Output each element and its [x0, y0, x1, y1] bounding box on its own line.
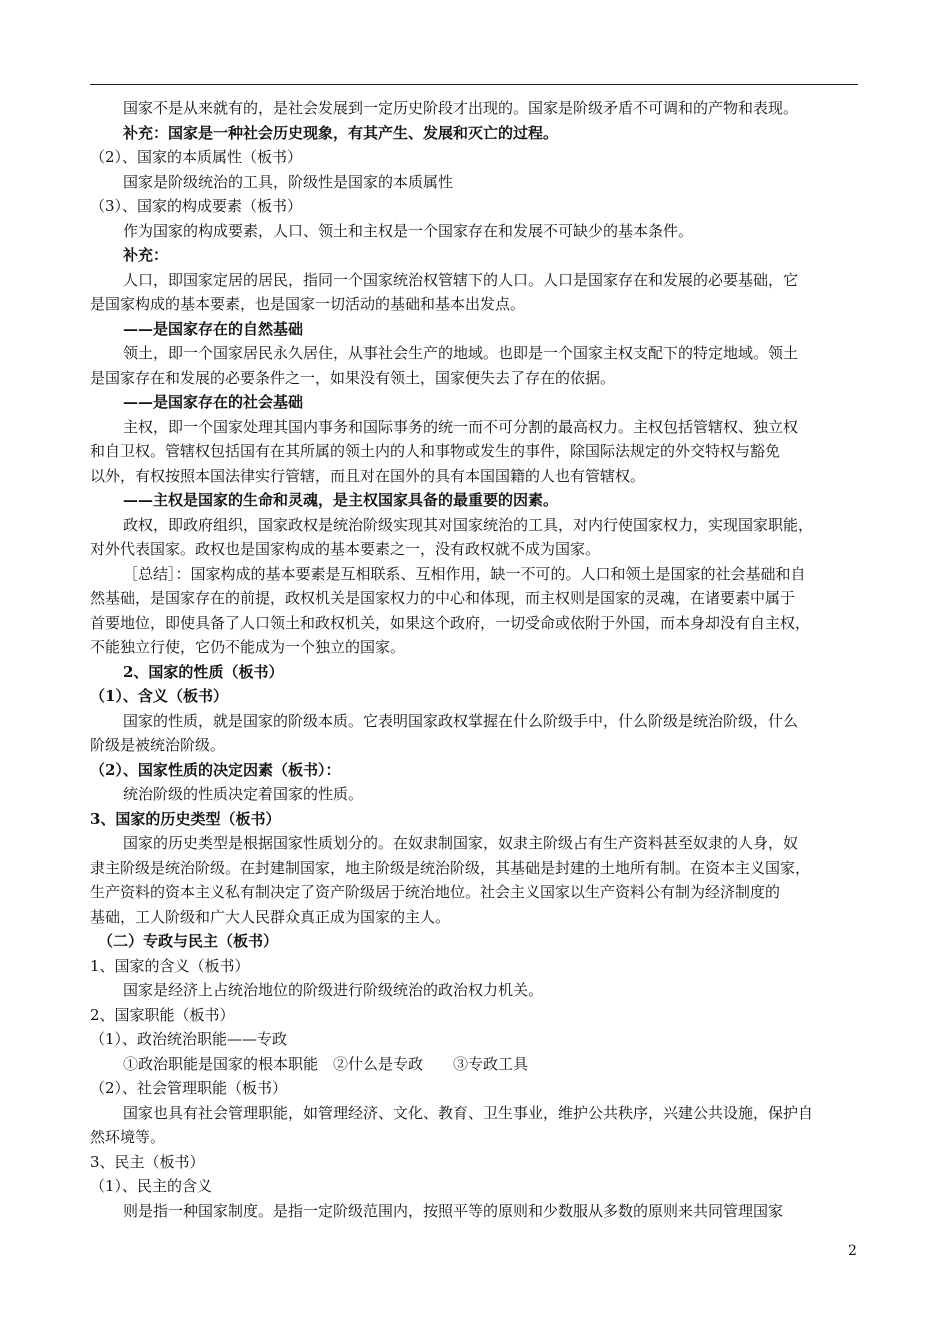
paragraph-line: 则是指一种国家制度。是指一定阶级范围内，按照平等的原则和少数服从多数的原则来共同管理国家 [123, 1201, 784, 1220]
supplement-line: 补充：国家是一种社会历史现象，有其产生、发展和灭亡的过程。 [123, 123, 559, 142]
paragraph-line: 作为国家的构成要素，人口、领土和主权是一个国家存在和发展不可缺少的基本条件。 [123, 221, 694, 240]
paragraph-line: 以外，有权按照本国法律实行管辖，而且对在国外的具有本国国籍的人也有管辖权。 [90, 466, 646, 485]
section-heading: 2、国家的性质（板书） [123, 662, 284, 681]
paragraph-line: 首要地位，即使具备了人口领土和政权机关，如果这个政府，一切受命或依附于外国，而本身却没有自主权， [90, 613, 811, 632]
document-body [90, 96, 860, 1223]
subsection-heading: （2）、国家的本质属性（板书） [90, 148, 303, 166]
paragraph-line: 阶级是被统治阶级。 [90, 736, 226, 754]
paragraph-line: 国家也具有社会管理职能，如管理经济、文化、教育、卫生事业，维护公共秩序，兴建公共设施，保护自 [123, 1103, 814, 1122]
subsection-heading: （2）、国家性质的决定因素（板书）： [90, 760, 341, 779]
subsection-heading: （1）、含义（板书） [90, 687, 228, 705]
paragraph-line: 隶主阶级是统治阶级。在封建制国家，地主阶级是统治阶级，其基础是封建的土地所有制。在资本主义国家， [90, 858, 811, 877]
paragraph-line: 和自卫权。管辖权包括国有在其所属的领土内的人和事物或发生的事件，除国际法规定的外交特权与豁免 [90, 442, 781, 460]
paragraph-line: 然基础，是国家存在的前提，政权机关是国家权力的中心和体现，而主权则是国家的灵魂，在诸要素中属于 [90, 589, 796, 607]
subsection-heading: （1）、政治统治职能——专政 [90, 1030, 288, 1048]
paragraph-line: 人口，即国家定居的居民，指同一个国家统治权管辖下的人口。人口是国家存在和发展的必要基础，它 [123, 270, 799, 289]
paragraph-line: 不能独立行使，它仍不能成为一个独立的国家。 [90, 638, 406, 656]
paragraph-line: 国家的性质，就是国家的阶级本质。它表明国家政权掌握在什么阶级手中，什么阶级是统治阶级，什么 [123, 711, 799, 730]
subsection-heading: 2、国家职能（板书） [90, 1005, 235, 1024]
emphasis-line: ——是国家存在的自然基础 [123, 319, 304, 338]
paragraph-line: 政权，即政府组织，国家政权是统治阶级实现其对国家统治的工具，对内行使国家权力，实现国家职能， [123, 515, 814, 534]
subsection-heading: 1、国家的含义（板书） [90, 956, 250, 975]
paragraph-line: 生产资料的资本主义私有制决定了资产阶级居于统治地位。社会主义国家以生产资料公有制为经济制度的 [90, 883, 781, 901]
paragraph-line: 国家的历史类型是根据国家性质划分的。在奴隶制国家，奴隶主阶级占有生产资料甚至奴隶的人身，奴 [123, 834, 799, 852]
paragraph-line: 国家是阶级统治的工具，阶级性是国家的本质属性 [123, 172, 454, 191]
paragraph-line: 然环境等。 [90, 1128, 166, 1146]
paragraph-line: 基础，工人阶级和广大人民群众真正成为国家的主人。 [90, 907, 451, 926]
page-number: 2 [848, 1243, 857, 1259]
paragraph-line: 是国家存在和发展的必要条件之一，如果没有领土，国家便失去了存在的依据。 [90, 368, 616, 387]
paragraph-line: 国家不是从来就有的，是社会发展到一定历史阶段才出现的。国家是阶级矛盾不可调和的产物和表现。 [123, 99, 799, 117]
section-heading: 3、国家的历史类型（板书） [90, 809, 281, 828]
summary-line: ［总结］：国家构成的基本要素是互相联系、互相作用，缺一不可的。人口和领土是国家的社会基础和自 [123, 564, 806, 583]
paragraph-line: ①政治职能是国家的根本职能 ②什么是专政 ③专政工具 [123, 1054, 529, 1073]
subsection-heading: （2）、社会管理职能（板书） [90, 1079, 288, 1097]
paragraph-line: 主权，即一个国家处理其国内事务和国际事务的统一而不可分割的最高权力。主权包括管辖权、独立权 [123, 417, 799, 436]
paragraph-line: 是国家构成的基本要素，也是国家一切活动的基础和基本出发点。 [90, 295, 526, 313]
header-rule [90, 84, 858, 85]
chapter-heading: （二）专政与民主（板书） [98, 932, 279, 950]
paragraph-line: 统治阶级的性质决定着国家的性质。 [123, 785, 364, 803]
paragraph-line: 领土，即一个国家居民永久居住，从事社会生产的地域。也即是一个国家主权支配下的特定地域。领土 [123, 344, 799, 362]
paragraph-line: 对外代表国家。政权也是国家构成的基本要素之一，没有政权就不成为国家。 [90, 540, 601, 558]
subsection-heading: 3、民主（板书） [90, 1152, 205, 1171]
emphasis-line: ——主权是国家的生命和灵魂，是主权国家具备的最重要的因素。 [123, 491, 559, 509]
supplement-label: 补充： [123, 246, 169, 264]
subsection-heading: （1）、民主的含义 [90, 1177, 213, 1195]
emphasis-line: ——是国家存在的社会基础 [123, 393, 304, 411]
subsection-heading: （3）、国家的构成要素（板书） [90, 197, 303, 215]
paragraph-line: 国家是经济上占统治地位的阶级进行阶级统治的政治权力机关。 [123, 981, 544, 999]
